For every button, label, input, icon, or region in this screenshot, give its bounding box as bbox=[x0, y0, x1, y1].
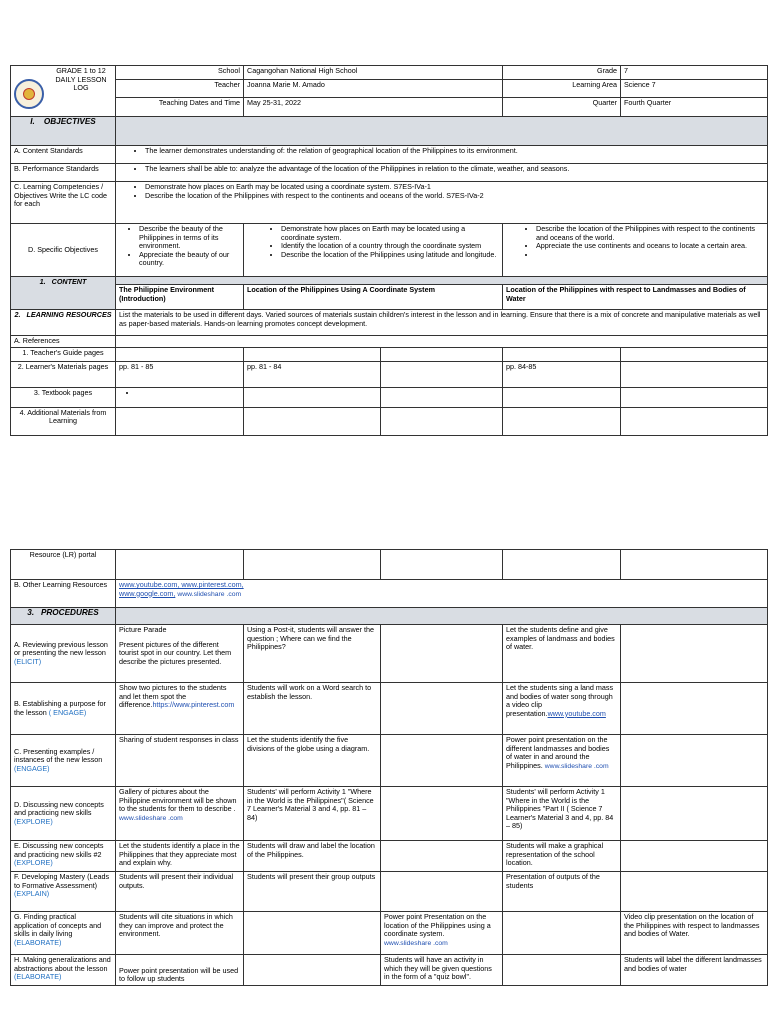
learners-materials-label: 2. Learner's Materials pages bbox=[11, 361, 116, 387]
cell bbox=[621, 872, 768, 912]
youtube-link[interactable]: www.youtube.com bbox=[547, 708, 606, 718]
specific-objectives-col1 bbox=[116, 224, 244, 277]
cell bbox=[381, 625, 503, 683]
procedure-a-col1-title: Picture Parade bbox=[119, 625, 167, 634]
dates-label: Teaching Dates and Time bbox=[116, 98, 244, 117]
procedures-title: PROCEDURES bbox=[40, 608, 99, 617]
procedure-a-col1-text: Present pictures of the different tourist spot in our country. Let them describe the pictures presented. bbox=[119, 639, 232, 666]
content-heading bbox=[11, 277, 116, 310]
procedure-a-text: A. Reviewing previous lesson or presenting the new lesson bbox=[14, 639, 108, 658]
cell bbox=[503, 912, 621, 955]
specific-objective-item: • Describe the location of the Philippines with respect to the continents and oceans of the world. bbox=[536, 225, 764, 242]
procedure-f-label bbox=[11, 872, 116, 912]
procedure-a-col4: Let the students define and give examples of landmass and bodies of water. bbox=[503, 625, 621, 683]
procedure-c-col1: Sharing of student responses in class bbox=[116, 735, 244, 787]
additional-materials-label: 4. Additional Materials from Learning bbox=[11, 407, 116, 435]
procedure-f-text: F. Developing Mastery (Leads to Formative Assessment) bbox=[14, 872, 110, 890]
school-value: Cagangohan National High School bbox=[244, 66, 503, 80]
grade-label: Grade bbox=[503, 66, 621, 80]
quarter-value: Fourth Quarter bbox=[621, 98, 768, 117]
procedure-f-col4: Presentation of outputs of the students bbox=[503, 872, 621, 912]
procedure-a-phase: (ELICIT) bbox=[14, 656, 42, 666]
teacher-value: Joanna Marie M. Amado bbox=[244, 80, 503, 98]
procedures-heading-fill bbox=[116, 608, 768, 625]
specific-objective-item bbox=[536, 251, 764, 260]
deped-seal-icon bbox=[14, 79, 44, 109]
cell bbox=[244, 955, 381, 986]
procedure-h-col3: Students will have an activity in which they will be given questions in the form of a "quiz bowl". bbox=[381, 955, 503, 986]
procedure-h-phase: (ELABORATE) bbox=[14, 972, 62, 982]
learners-materials-col4: pp. 84-85 bbox=[503, 361, 621, 387]
specific-objectives-label: D. Specific Objectives bbox=[11, 224, 116, 277]
specific-objectives-col3 bbox=[503, 224, 768, 277]
procedure-d-phase: (EXPLORE) bbox=[14, 816, 53, 826]
other-resources-link-google[interactable]: www.google.com, bbox=[119, 588, 176, 598]
cell bbox=[621, 407, 768, 435]
cell bbox=[381, 347, 503, 361]
procedure-f-col1: Students will present their individual outputs. bbox=[116, 872, 244, 912]
procedure-g-col3 bbox=[381, 912, 503, 955]
competencies-label: C. Learning Competencies / Objectives Write the LC code for each bbox=[11, 182, 116, 224]
procedure-e-text: E. Discussing new concepts and practicing new skills #2 bbox=[14, 841, 104, 859]
other-resources-links[interactable]: www.youtube.com, www.pinterest.com, bbox=[119, 580, 244, 589]
procedure-e-label bbox=[11, 841, 116, 872]
procedure-e-col1: Let the students identify a place in the Philippines that they appreciate most and explain why. bbox=[116, 841, 244, 872]
cell bbox=[503, 347, 621, 361]
procedure-a-label bbox=[11, 625, 116, 683]
cell bbox=[621, 625, 768, 683]
cell bbox=[503, 955, 621, 986]
cell bbox=[621, 550, 768, 580]
procedure-g-phase: (ELABORATE) bbox=[14, 937, 62, 947]
procedure-b-col2: Students will work on a Word search to establish the lesson. bbox=[244, 683, 381, 735]
cell bbox=[503, 550, 621, 580]
performance-standards-text: • The learners shall be able to: analyze the advantage of the location of the Philippines in relation to the climate, weather, and seasons. bbox=[145, 165, 764, 174]
content-standards-cell bbox=[116, 146, 768, 164]
content-col1: The Philippine Environment (Introduction) bbox=[116, 285, 244, 310]
specific-objective-item: • Describe the beauty of the Philippines in terms of its environment. bbox=[139, 225, 240, 251]
specific-objectives-col2 bbox=[244, 224, 503, 277]
other-resources-label: B. Other Learning Resources bbox=[11, 580, 116, 608]
competencies-cell bbox=[116, 182, 768, 224]
procedure-b-col1-text: Show two pictures to the students and let them spot the difference. bbox=[119, 683, 227, 710]
procedure-b-col4 bbox=[503, 683, 621, 735]
content-title: CONTENT bbox=[51, 277, 87, 286]
learning-area-label: Learning Area bbox=[503, 80, 621, 98]
other-resources-link-slideshare[interactable]: www.slideshare .com bbox=[177, 590, 242, 598]
procedure-f-col2: Students will present their group outputs bbox=[244, 872, 381, 912]
cell bbox=[621, 347, 768, 361]
specific-objective-item: • Describe the location of the Philippines using latitude and longitude. bbox=[281, 251, 499, 260]
cell bbox=[381, 550, 503, 580]
pinterest-link[interactable]: https://www.pinterest.com bbox=[152, 700, 235, 710]
resources-title: LEARNING RESOURCES bbox=[26, 310, 112, 319]
cell bbox=[381, 361, 503, 387]
specific-objective-item: • Identify the location of a country through the coordinate system bbox=[281, 242, 499, 251]
cell bbox=[381, 683, 503, 735]
school-label: School bbox=[116, 66, 244, 80]
procedure-d-col1-text: Gallery of pictures about the Philippine environment will be shown to the students for them to describe . bbox=[119, 787, 237, 814]
procedure-f-phase: (EXPLAIN) bbox=[14, 889, 50, 899]
performance-standards-label: B. Performance Standards bbox=[11, 164, 116, 182]
log-title: GRADE 1 to 12 DAILY LESSON LOG bbox=[55, 66, 107, 93]
objectives-number: I. bbox=[30, 117, 35, 126]
procedure-e-col2: Students will draw and label the location of the Philippines. bbox=[244, 841, 381, 872]
specific-objective-item: • Appreciate the beauty of our country. bbox=[139, 251, 240, 268]
procedure-h-label bbox=[11, 955, 116, 986]
references-fill bbox=[116, 336, 768, 348]
procedure-g-label bbox=[11, 912, 116, 955]
cell bbox=[244, 347, 381, 361]
slideshare-link[interactable]: www.slideshare .com bbox=[544, 762, 609, 770]
header-title-cell bbox=[11, 66, 116, 117]
procedure-c-label bbox=[11, 735, 116, 787]
lesson-log-table-top bbox=[10, 65, 768, 436]
procedure-h-col1: Power point presentation will be used to follow up students bbox=[116, 955, 244, 986]
content-number: 1. bbox=[39, 277, 46, 286]
additional-materials-label-cont: Resource (LR) portal bbox=[11, 550, 116, 580]
resources-number: 2. bbox=[14, 310, 21, 319]
procedure-b-col1 bbox=[116, 683, 244, 735]
procedure-e-phase: (EXPLORE) bbox=[14, 858, 53, 868]
procedures-number: 3. bbox=[27, 608, 35, 617]
procedure-b-label bbox=[11, 683, 116, 735]
textbook-pages-label: 3. Textbook pages bbox=[11, 387, 116, 407]
procedure-h-col5: Students will label the different landmasses and bodies of water bbox=[621, 955, 768, 986]
grade-value: 7 bbox=[621, 66, 768, 80]
competency-item: • Demonstrate how places on Earth may be located using a coordinate system. S7ES-IVa-1 bbox=[145, 183, 764, 192]
learners-materials-col1: pp. 81 - 85 bbox=[116, 361, 244, 387]
cell bbox=[116, 347, 244, 361]
cell bbox=[244, 912, 381, 955]
procedure-g-col5: Video clip presentation on the location of the Philippines with respect to landmasses and bodies of Water. bbox=[621, 912, 768, 955]
procedure-d-col1 bbox=[116, 787, 244, 841]
objectives-heading-fill bbox=[116, 117, 768, 146]
content-heading-fill bbox=[116, 277, 768, 285]
procedure-d-label bbox=[11, 787, 116, 841]
specific-objective-item: • Demonstrate how places on Earth may be located using a coordinate system. bbox=[281, 225, 499, 242]
procedure-a-col1 bbox=[116, 625, 244, 683]
cell bbox=[244, 550, 381, 580]
cell bbox=[381, 841, 503, 872]
learning-resources-heading bbox=[11, 310, 116, 336]
cell bbox=[381, 872, 503, 912]
learning-resources-text: List the materials to be used in different days. Varied sources of materials sustain children's interest in the lesson and in learning. Ensure that there is a mix of concrete and manipulative materials as well as paper-based materials. Hands-on learning promotes concept development. bbox=[116, 310, 768, 336]
learners-materials-col2: pp. 81 - 84 bbox=[244, 361, 381, 387]
content-standards-text: • The learner demonstrates understanding of: the relation of geographical location of the Philippines to its environment. bbox=[145, 147, 764, 156]
procedure-d-col4: Students' will perform Activity 1 "Where in the World is the Philippines "Part II ( Science 7 Learner's Material 3 and 4, pp. 84 – 85) bbox=[503, 787, 621, 841]
procedure-a-col2: Using a Post-it, students will answer the question ; Where can we find the Philippines? bbox=[244, 625, 381, 683]
procedure-h-text: H. Making generalizations and abstractions about the lesson bbox=[14, 955, 111, 973]
lesson-log-table-bottom bbox=[10, 549, 768, 986]
textbook-pages-col1 bbox=[116, 387, 244, 407]
references-label: A. References bbox=[11, 336, 116, 348]
content-col3: Location of the Philippines with respect to Landmasses and Bodies of Water bbox=[503, 285, 768, 310]
cell bbox=[381, 407, 503, 435]
procedure-c-text: C. Presenting examples / instances of the new lesson bbox=[14, 746, 103, 765]
objectives-title: OBJECTIVES bbox=[43, 117, 96, 126]
procedure-c-col4 bbox=[503, 735, 621, 787]
cell bbox=[381, 787, 503, 841]
cell bbox=[621, 735, 768, 787]
cell bbox=[621, 387, 768, 407]
cell bbox=[621, 361, 768, 387]
slideshare-link[interactable]: www.slideshare .com bbox=[119, 814, 183, 822]
procedure-e-col4: Students will make a graphical representation of the school location. bbox=[503, 841, 621, 872]
cell bbox=[244, 387, 381, 407]
cell bbox=[244, 407, 381, 435]
empty-bullet bbox=[137, 389, 240, 398]
quarter-label: Quarter bbox=[503, 98, 621, 117]
procedure-c-col4-text: Power point presentation on the different landmasses and bodies of water in and around the Philippines. bbox=[506, 735, 610, 770]
procedure-b-text: B. Establishing a purpose for the lesson bbox=[14, 698, 106, 717]
content-standards-label: A. Content Standards bbox=[11, 146, 116, 164]
cell bbox=[503, 407, 621, 435]
procedure-c-phase: (ENGAGE) bbox=[14, 763, 50, 773]
cell bbox=[116, 407, 244, 435]
procedure-b-col4-text: Let the students sing a land mass and bodies of water song through a video clip presentation. bbox=[506, 683, 614, 718]
procedure-d-col2: Students' will perform Activity 1 "Where in the World is the Philippines"( Science 7 Learner's Material 3 and 4, pp. 81 – 84) bbox=[244, 787, 381, 841]
procedure-g-text: G. Finding practical application of concepts and skills in daily living bbox=[14, 912, 102, 939]
procedure-c-col2: Let the students identify the five divisions of the globe using a diagram. bbox=[244, 735, 381, 787]
dates-value: May 25-31, 2022 bbox=[244, 98, 503, 117]
cell bbox=[621, 683, 768, 735]
cell bbox=[381, 387, 503, 407]
teachers-guide-label: 1. Teacher's Guide pages bbox=[11, 347, 116, 361]
cell bbox=[381, 735, 503, 787]
specific-objective-item: • Appreciate the use continents and oceans to locate a certain area. bbox=[536, 242, 764, 251]
cell bbox=[621, 841, 768, 872]
teacher-label: Teacher bbox=[116, 80, 244, 98]
performance-standards-cell bbox=[116, 164, 768, 182]
procedure-d-text: D. Discussing new concepts and practicing new skills bbox=[14, 799, 104, 818]
procedures-heading bbox=[11, 608, 116, 625]
content-col2: Location of the Philippines Using A Coordinate System bbox=[244, 285, 503, 310]
cell bbox=[116, 550, 244, 580]
procedure-g-col3-text: Power point Presentation on the location of the Philippines using a coordinate system. bbox=[384, 912, 491, 939]
other-resources-cell bbox=[116, 580, 768, 608]
slideshare-link[interactable]: www.slideshare .com bbox=[384, 939, 448, 947]
procedure-g-col1: Students will cite situations in which they can improve and protect the environment. bbox=[116, 912, 244, 955]
learning-area-value: Science 7 bbox=[621, 80, 768, 98]
cell bbox=[621, 787, 768, 841]
cell bbox=[503, 387, 621, 407]
competency-item: • Describe the location of the Philippines with respect to the continents and oceans of the world. S7ES-IVa-2 bbox=[145, 192, 764, 201]
objectives-heading bbox=[11, 117, 116, 146]
procedure-b-phase: ( ENGAGE) bbox=[48, 707, 87, 717]
